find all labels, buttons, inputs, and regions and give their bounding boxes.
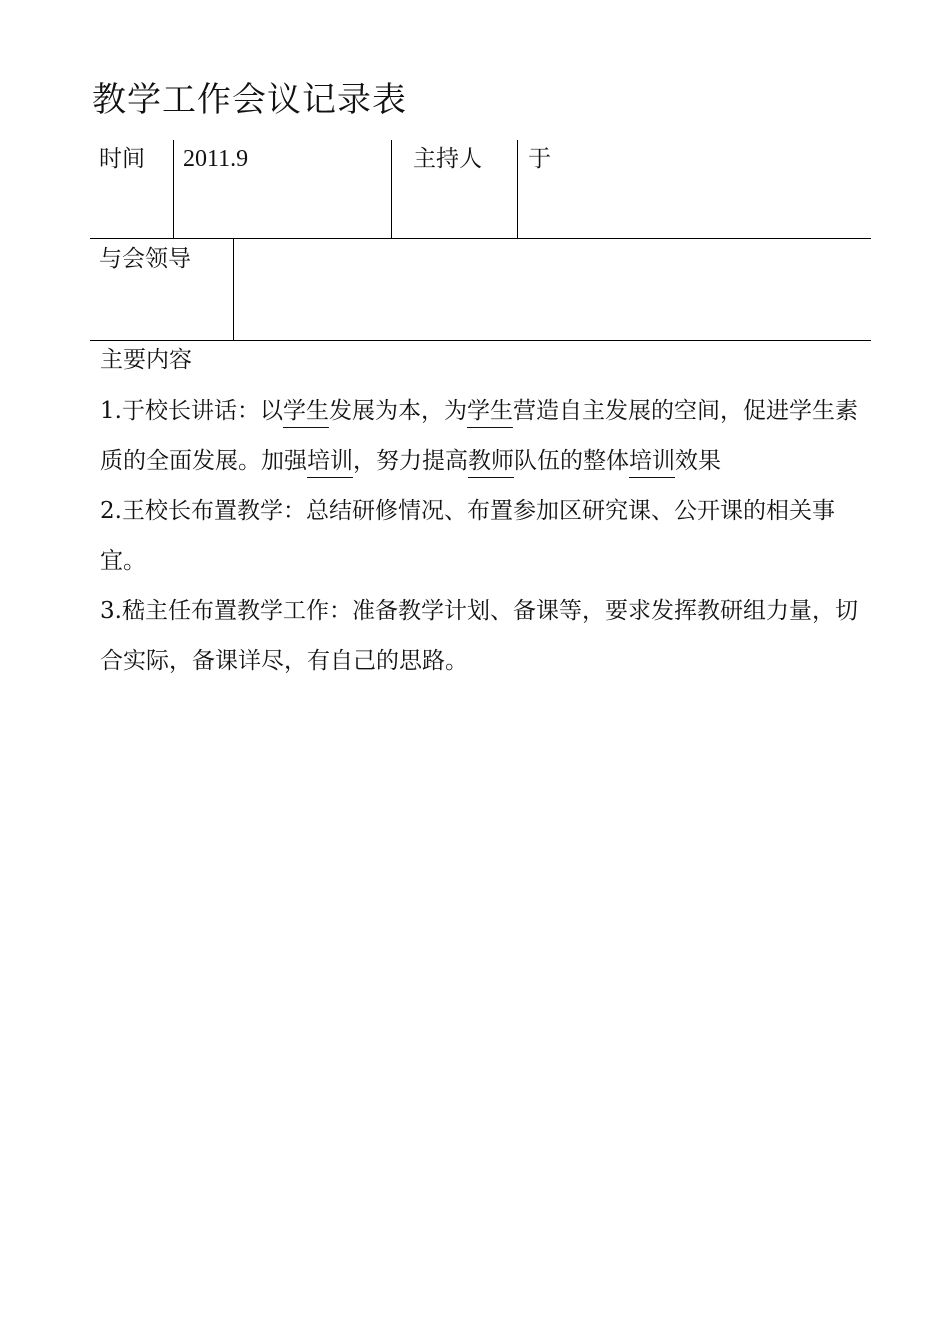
underlined-text: 教师 bbox=[468, 448, 514, 474]
content-text: 队伍的整体 bbox=[514, 448, 629, 474]
host-value: 于 bbox=[528, 146, 551, 172]
content-text: ，努力提高 bbox=[353, 448, 468, 474]
content-item bbox=[100, 386, 868, 486]
host-label: 主持人 bbox=[413, 146, 482, 172]
content-text: 发展为本，为 bbox=[328, 398, 467, 424]
content-text: 3.嵇主任布置教学工作：准备教学计划、备课等，要求发挥教研组力量，切合实际，备课详尽，有自己的思路。 bbox=[100, 598, 858, 674]
content-text: 2.王校长布置教学：总结研修情况、布置参加区研究课、公开课的相关事宜。 bbox=[100, 498, 835, 574]
document-title: 教学工作会议记录表 bbox=[92, 80, 407, 120]
leaders-label: 与会领导 bbox=[99, 246, 191, 272]
table-divider bbox=[233, 239, 234, 340]
time-value: 2011.9 bbox=[183, 146, 249, 172]
main-content-label: 主要内容 bbox=[100, 347, 192, 373]
underlined-text: 培训 bbox=[307, 448, 353, 474]
content-text: 营造自主发展的空间，促进学生素质的全面发展。加强 bbox=[100, 398, 858, 474]
content-item bbox=[100, 486, 868, 586]
time-label: 时间 bbox=[99, 146, 145, 172]
main-content-list bbox=[100, 386, 868, 686]
table-divider bbox=[173, 140, 174, 239]
content-text: 效果 bbox=[675, 448, 721, 474]
underlined-text: 培训 bbox=[629, 448, 675, 474]
table-row-border bbox=[90, 238, 871, 239]
table-divider bbox=[517, 140, 518, 239]
table-divider bbox=[391, 140, 392, 239]
underlined-text: 学生 bbox=[282, 398, 329, 424]
content-item bbox=[100, 586, 868, 686]
content-text: 1.于校长讲话：以 bbox=[100, 398, 283, 424]
main-content-section bbox=[100, 342, 868, 686]
table-row-border bbox=[90, 340, 871, 341]
underlined-text: 学生 bbox=[466, 398, 513, 424]
